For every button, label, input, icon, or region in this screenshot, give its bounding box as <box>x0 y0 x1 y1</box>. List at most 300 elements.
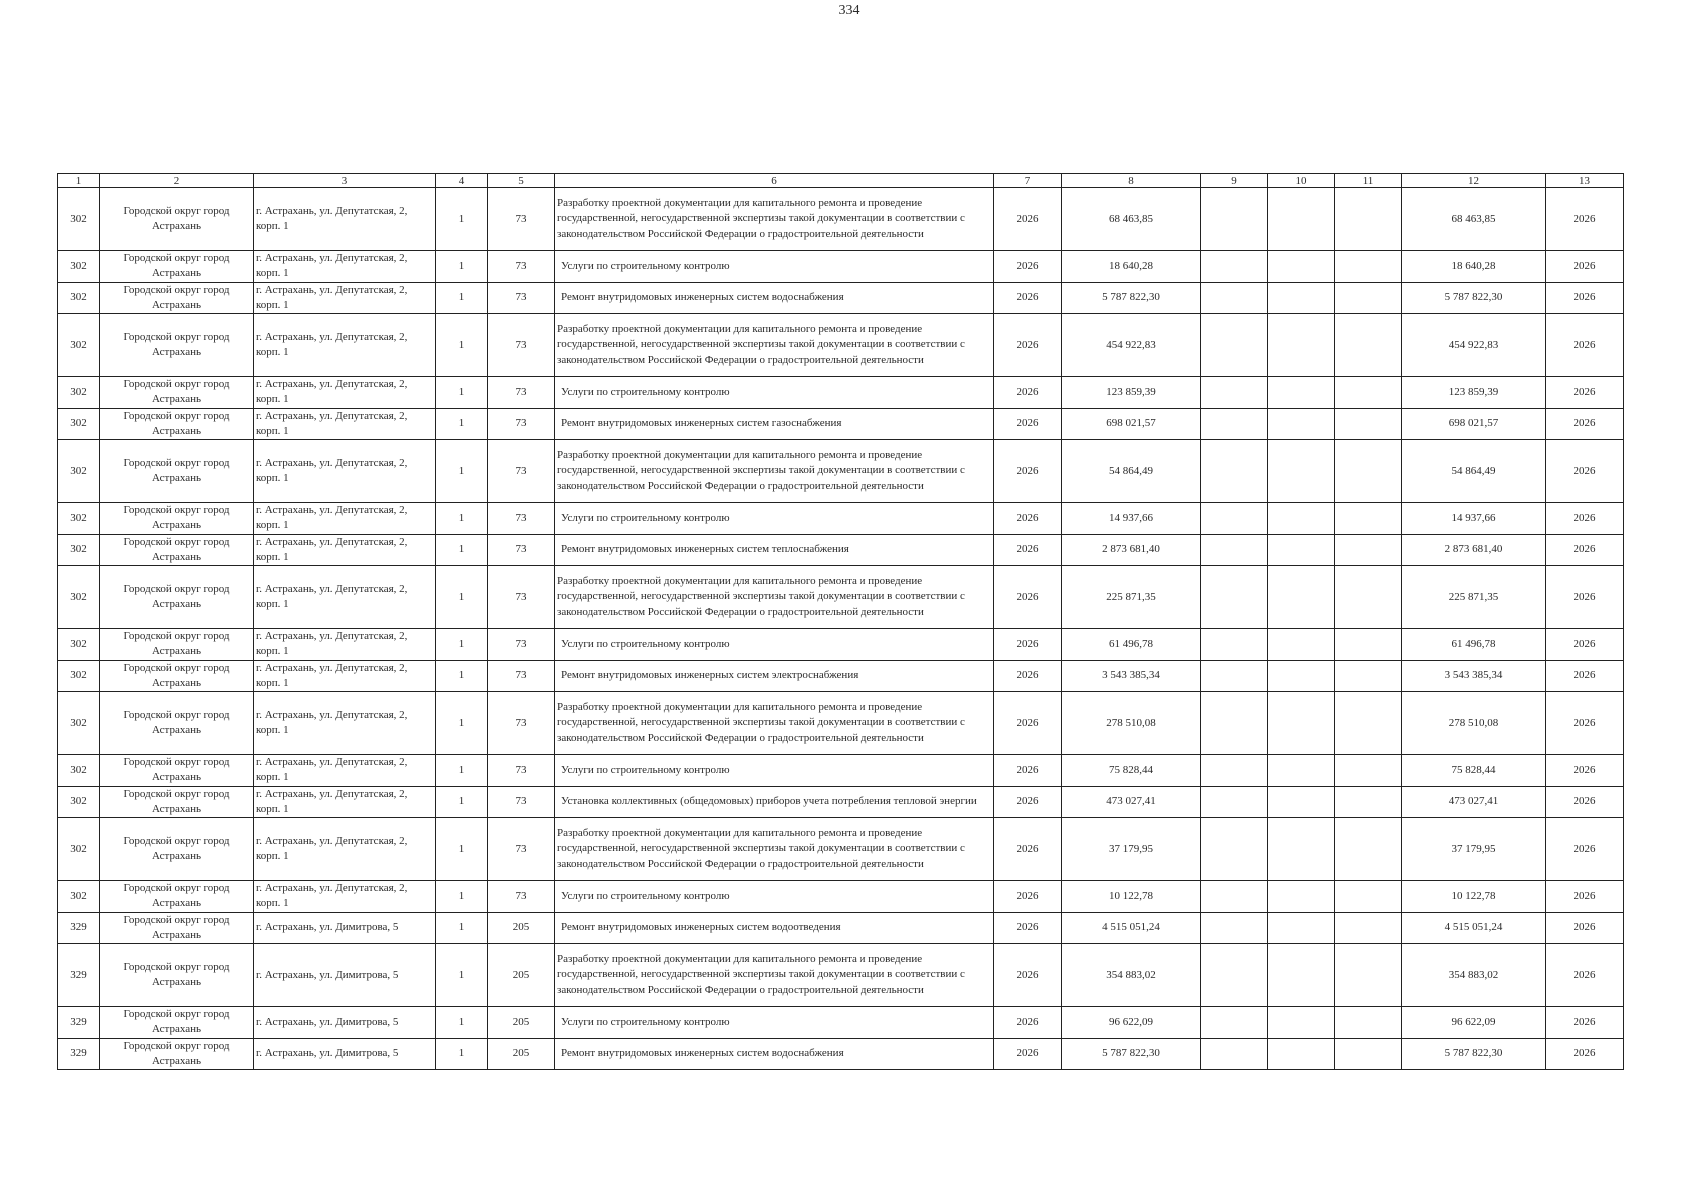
completion-year-cell: 2026 <box>1546 566 1624 629</box>
total-cost-cell: 5 787 822,30 <box>1062 282 1201 314</box>
address-cell: г. Астрахань, ул. Депутатская, 2, корп. 1 <box>254 408 436 440</box>
year-cell: 2026 <box>994 314 1062 377</box>
col9-cell <box>1201 660 1268 692</box>
col5-cell: 73 <box>488 408 555 440</box>
address-cell: г. Астрахань, ул. Депутатская, 2, корп. 1 <box>254 755 436 787</box>
year-cell: 2026 <box>994 818 1062 881</box>
column-number-header: 5 <box>488 174 555 188</box>
col11-cell <box>1335 755 1402 787</box>
completion-year-cell: 2026 <box>1546 503 1624 535</box>
fund-cost-cell: 54 864,49 <box>1402 440 1546 503</box>
total-cost-cell: 278 510,08 <box>1062 692 1201 755</box>
col11-cell <box>1335 629 1402 661</box>
house-number-cell: 302 <box>58 881 100 913</box>
fund-cost-cell: 37 179,95 <box>1402 818 1546 881</box>
fund-cost-cell: 10 122,78 <box>1402 881 1546 913</box>
col11-cell <box>1335 1007 1402 1039</box>
col10-cell <box>1268 503 1335 535</box>
municipality-cell: Городской округ город Астрахань <box>100 503 254 535</box>
col10-cell <box>1268 692 1335 755</box>
house-number-cell: 302 <box>58 503 100 535</box>
col10-cell <box>1268 314 1335 377</box>
completion-year-cell: 2026 <box>1546 188 1624 251</box>
col10-cell <box>1268 786 1335 818</box>
work-type-cell: Ремонт внутридомовых инженерных систем газоснабжения <box>555 408 994 440</box>
completion-year-cell: 2026 <box>1546 1038 1624 1070</box>
table-row <box>58 755 1624 787</box>
fund-cost-cell: 68 463,85 <box>1402 188 1546 251</box>
table-row <box>58 692 1624 755</box>
work-type-cell: Разработку проектной документации для капитального ремонта и проведение государственной, негосударственной экспертизы такой документации в соответствии с законодательством Российской Федерации о градостроительной деятельности <box>555 692 994 755</box>
work-type-cell: Ремонт внутридомовых инженерных систем теплоснабжения <box>555 534 994 566</box>
col10-cell <box>1268 912 1335 944</box>
municipality-cell: Городской округ город Астрахань <box>100 188 254 251</box>
work-type-cell: Услуги по строительному контролю <box>555 377 994 409</box>
address-cell: г. Астрахань, ул. Димитрова, 5 <box>254 944 436 1007</box>
fund-cost-cell: 18 640,28 <box>1402 251 1546 283</box>
completion-year-cell: 2026 <box>1546 534 1624 566</box>
fund-cost-cell: 354 883,02 <box>1402 944 1546 1007</box>
completion-year-cell: 2026 <box>1546 912 1624 944</box>
total-cost-cell: 454 922,83 <box>1062 314 1201 377</box>
house-number-cell: 302 <box>58 188 100 251</box>
address-cell: г. Астрахань, ул. Димитрова, 5 <box>254 912 436 944</box>
house-number-cell: 302 <box>58 818 100 881</box>
col5-cell: 205 <box>488 1038 555 1070</box>
house-number-cell: 302 <box>58 660 100 692</box>
year-cell: 2026 <box>994 786 1062 818</box>
municipality-cell: Городской округ город Астрахань <box>100 912 254 944</box>
municipality-cell: Городской округ город Астрахань <box>100 251 254 283</box>
total-cost-cell: 68 463,85 <box>1062 188 1201 251</box>
col10-cell <box>1268 881 1335 913</box>
col4-cell: 1 <box>436 566 488 629</box>
year-cell: 2026 <box>994 440 1062 503</box>
completion-year-cell: 2026 <box>1546 944 1624 1007</box>
completion-year-cell: 2026 <box>1546 660 1624 692</box>
col5-cell: 73 <box>488 534 555 566</box>
col4-cell: 1 <box>436 188 488 251</box>
total-cost-cell: 54 864,49 <box>1062 440 1201 503</box>
col9-cell <box>1201 314 1268 377</box>
work-type-cell: Разработку проектной документации для капитального ремонта и проведение государственной, негосударственной экспертизы такой документации в соответствии с законодательством Российской Федерации о градостроительной деятельности <box>555 314 994 377</box>
work-type-cell: Услуги по строительному контролю <box>555 629 994 661</box>
completion-year-cell: 2026 <box>1546 692 1624 755</box>
municipality-cell: Городской округ город Астрахань <box>100 755 254 787</box>
col9-cell <box>1201 944 1268 1007</box>
col10-cell <box>1268 566 1335 629</box>
col5-cell: 73 <box>488 660 555 692</box>
year-cell: 2026 <box>994 692 1062 755</box>
col4-cell: 1 <box>436 818 488 881</box>
fund-cost-cell: 96 622,09 <box>1402 1007 1546 1039</box>
table-row <box>58 818 1624 881</box>
address-cell: г. Астрахань, ул. Депутатская, 2, корп. 1 <box>254 314 436 377</box>
completion-year-cell: 2026 <box>1546 1007 1624 1039</box>
year-cell: 2026 <box>994 755 1062 787</box>
col5-cell: 73 <box>488 818 555 881</box>
col9-cell <box>1201 912 1268 944</box>
col9-cell <box>1201 1038 1268 1070</box>
col9-cell <box>1201 818 1268 881</box>
col11-cell <box>1335 1038 1402 1070</box>
table-row <box>58 1038 1624 1070</box>
work-type-cell: Установка коллективных (общедомовых) приборов учета потребления тепловой энергии <box>555 786 994 818</box>
col10-cell <box>1268 377 1335 409</box>
table-row <box>58 944 1624 1007</box>
year-cell: 2026 <box>994 251 1062 283</box>
total-cost-cell: 37 179,95 <box>1062 818 1201 881</box>
col10-cell <box>1268 818 1335 881</box>
table-row <box>58 881 1624 913</box>
total-cost-cell: 354 883,02 <box>1062 944 1201 1007</box>
year-cell: 2026 <box>994 188 1062 251</box>
total-cost-cell: 225 871,35 <box>1062 566 1201 629</box>
completion-year-cell: 2026 <box>1546 629 1624 661</box>
column-number-header: 4 <box>436 174 488 188</box>
completion-year-cell: 2026 <box>1546 440 1624 503</box>
completion-year-cell: 2026 <box>1546 377 1624 409</box>
col11-cell <box>1335 660 1402 692</box>
year-cell: 2026 <box>994 408 1062 440</box>
total-cost-cell: 14 937,66 <box>1062 503 1201 535</box>
col4-cell: 1 <box>436 1007 488 1039</box>
house-number-cell: 302 <box>58 251 100 283</box>
column-number-header: 2 <box>100 174 254 188</box>
fund-cost-cell: 3 543 385,34 <box>1402 660 1546 692</box>
col4-cell: 1 <box>436 314 488 377</box>
col4-cell: 1 <box>436 408 488 440</box>
column-number-header: 8 <box>1062 174 1201 188</box>
house-number-cell: 329 <box>58 1038 100 1070</box>
house-number-cell: 302 <box>58 282 100 314</box>
col5-cell: 73 <box>488 251 555 283</box>
col4-cell: 1 <box>436 440 488 503</box>
fund-cost-cell: 698 021,57 <box>1402 408 1546 440</box>
col4-cell: 1 <box>436 282 488 314</box>
col10-cell <box>1268 629 1335 661</box>
col11-cell <box>1335 282 1402 314</box>
house-number-cell: 302 <box>58 692 100 755</box>
work-type-cell: Разработку проектной документации для капитального ремонта и проведение государственной, негосударственной экспертизы такой документации в соответствии с законодательством Российской Федерации о градостроительной деятельности <box>555 818 994 881</box>
fund-cost-cell: 123 859,39 <box>1402 377 1546 409</box>
completion-year-cell: 2026 <box>1546 408 1624 440</box>
address-cell: г. Астрахань, ул. Депутатская, 2, корп. 1 <box>254 786 436 818</box>
col9-cell <box>1201 188 1268 251</box>
work-type-cell: Ремонт внутридомовых инженерных систем водоотведения <box>555 912 994 944</box>
total-cost-cell: 75 828,44 <box>1062 755 1201 787</box>
municipality-cell: Городской округ город Астрахань <box>100 818 254 881</box>
completion-year-cell: 2026 <box>1546 314 1624 377</box>
col5-cell: 73 <box>488 692 555 755</box>
house-number-cell: 302 <box>58 786 100 818</box>
municipality-cell: Городской округ город Астрахань <box>100 1038 254 1070</box>
column-number-header: 1 <box>58 174 100 188</box>
house-number-cell: 302 <box>58 755 100 787</box>
table-row <box>58 251 1624 283</box>
fund-cost-cell: 225 871,35 <box>1402 566 1546 629</box>
col11-cell <box>1335 534 1402 566</box>
municipality-cell: Городской округ город Астрахань <box>100 692 254 755</box>
col11-cell <box>1335 251 1402 283</box>
col10-cell <box>1268 1007 1335 1039</box>
fund-cost-cell: 5 787 822,30 <box>1402 1038 1546 1070</box>
col9-cell <box>1201 534 1268 566</box>
work-type-cell: Услуги по строительному контролю <box>555 503 994 535</box>
total-cost-cell: 61 496,78 <box>1062 629 1201 661</box>
column-number-header: 7 <box>994 174 1062 188</box>
total-cost-cell: 2 873 681,40 <box>1062 534 1201 566</box>
house-number-cell: 302 <box>58 566 100 629</box>
column-number-header: 10 <box>1268 174 1335 188</box>
table-row <box>58 660 1624 692</box>
year-cell: 2026 <box>994 566 1062 629</box>
column-number-header: 9 <box>1201 174 1268 188</box>
table-row <box>58 314 1624 377</box>
work-type-cell: Разработку проектной документации для капитального ремонта и проведение государственной, негосударственной экспертизы такой документации в соответствии с законодательством Российской Федерации о градостроительной деятельности <box>555 944 994 1007</box>
table-row <box>58 440 1624 503</box>
col10-cell <box>1268 282 1335 314</box>
year-cell: 2026 <box>994 534 1062 566</box>
col11-cell <box>1335 314 1402 377</box>
address-cell: г. Астрахань, ул. Депутатская, 2, корп. 1 <box>254 251 436 283</box>
table-row <box>58 1007 1624 1039</box>
col4-cell: 1 <box>436 534 488 566</box>
col11-cell <box>1335 786 1402 818</box>
address-cell: г. Астрахань, ул. Депутатская, 2, корп. 1 <box>254 534 436 566</box>
col9-cell <box>1201 881 1268 913</box>
work-type-cell: Разработку проектной документации для капитального ремонта и проведение государственной, негосударственной экспертизы такой документации в соответствии с законодательством Российской Федерации о градостроительной деятельности <box>555 566 994 629</box>
total-cost-cell: 4 515 051,24 <box>1062 912 1201 944</box>
completion-year-cell: 2026 <box>1546 786 1624 818</box>
col9-cell <box>1201 377 1268 409</box>
year-cell: 2026 <box>994 912 1062 944</box>
col11-cell <box>1335 944 1402 1007</box>
col4-cell: 1 <box>436 1038 488 1070</box>
municipality-cell: Городской округ город Астрахань <box>100 440 254 503</box>
col10-cell <box>1268 534 1335 566</box>
col5-cell: 73 <box>488 440 555 503</box>
col10-cell <box>1268 408 1335 440</box>
col9-cell <box>1201 251 1268 283</box>
col4-cell: 1 <box>436 692 488 755</box>
table-row <box>58 408 1624 440</box>
table-row <box>58 566 1624 629</box>
municipality-cell: Городской округ город Астрахань <box>100 786 254 818</box>
col9-cell <box>1201 408 1268 440</box>
work-type-cell: Услуги по строительному контролю <box>555 251 994 283</box>
col4-cell: 1 <box>436 377 488 409</box>
col4-cell: 1 <box>436 786 488 818</box>
col11-cell <box>1335 912 1402 944</box>
municipality-cell: Городской округ город Астрахань <box>100 534 254 566</box>
year-cell: 2026 <box>994 503 1062 535</box>
municipality-cell: Городской округ город Астрахань <box>100 314 254 377</box>
work-type-cell: Услуги по строительному контролю <box>555 1007 994 1039</box>
col11-cell <box>1335 818 1402 881</box>
fund-cost-cell: 454 922,83 <box>1402 314 1546 377</box>
year-cell: 2026 <box>994 1007 1062 1039</box>
total-cost-cell: 18 640,28 <box>1062 251 1201 283</box>
year-cell: 2026 <box>994 944 1062 1007</box>
table-row <box>58 534 1624 566</box>
municipality-cell: Городской округ город Астрахань <box>100 282 254 314</box>
col5-cell: 73 <box>488 881 555 913</box>
year-cell: 2026 <box>994 629 1062 661</box>
col5-cell: 205 <box>488 1007 555 1039</box>
completion-year-cell: 2026 <box>1546 755 1624 787</box>
address-cell: г. Астрахань, ул. Димитрова, 5 <box>254 1038 436 1070</box>
col9-cell <box>1201 503 1268 535</box>
address-cell: г. Астрахань, ул. Депутатская, 2, корп. 1 <box>254 566 436 629</box>
fund-cost-cell: 75 828,44 <box>1402 755 1546 787</box>
house-number-cell: 302 <box>58 377 100 409</box>
col4-cell: 1 <box>436 881 488 913</box>
page-number: 334 <box>838 3 860 18</box>
fund-cost-cell: 278 510,08 <box>1402 692 1546 755</box>
house-number-cell: 302 <box>58 534 100 566</box>
column-number-header: 6 <box>555 174 994 188</box>
col5-cell: 73 <box>488 786 555 818</box>
total-cost-cell: 96 622,09 <box>1062 1007 1201 1039</box>
col9-cell <box>1201 1007 1268 1039</box>
total-cost-cell: 5 787 822,30 <box>1062 1038 1201 1070</box>
year-cell: 2026 <box>994 660 1062 692</box>
address-cell: г. Астрахань, ул. Депутатская, 2, корп. 1 <box>254 440 436 503</box>
work-type-cell: Разработку проектной документации для капитального ремонта и проведение государственной, негосударственной экспертизы такой документации в соответствии с законодательством Российской Федерации о градостроительной деятельности <box>555 188 994 251</box>
year-cell: 2026 <box>994 1038 1062 1070</box>
address-cell: г. Астрахань, ул. Димитрова, 5 <box>254 1007 436 1039</box>
address-cell: г. Астрахань, ул. Депутатская, 2, корп. 1 <box>254 377 436 409</box>
table-row <box>58 503 1624 535</box>
completion-year-cell: 2026 <box>1546 881 1624 913</box>
col11-cell <box>1335 188 1402 251</box>
repair-schedule-table <box>57 173 1624 1070</box>
year-cell: 2026 <box>994 282 1062 314</box>
municipality-cell: Городской округ город Астрахань <box>100 1007 254 1039</box>
house-number-cell: 329 <box>58 944 100 1007</box>
col4-cell: 1 <box>436 251 488 283</box>
table-row <box>58 377 1624 409</box>
fund-cost-cell: 61 496,78 <box>1402 629 1546 661</box>
address-cell: г. Астрахань, ул. Депутатская, 2, корп. 1 <box>254 282 436 314</box>
address-cell: г. Астрахань, ул. Депутатская, 2, корп. 1 <box>254 692 436 755</box>
col11-cell <box>1335 503 1402 535</box>
address-cell: г. Астрахань, ул. Депутатская, 2, корп. 1 <box>254 818 436 881</box>
col9-cell <box>1201 440 1268 503</box>
municipality-cell: Городской округ город Астрахань <box>100 629 254 661</box>
municipality-cell: Городской округ город Астрахань <box>100 660 254 692</box>
col11-cell <box>1335 881 1402 913</box>
address-cell: г. Астрахань, ул. Депутатская, 2, корп. 1 <box>254 629 436 661</box>
fund-cost-cell: 2 873 681,40 <box>1402 534 1546 566</box>
total-cost-cell: 473 027,41 <box>1062 786 1201 818</box>
col5-cell: 73 <box>488 503 555 535</box>
table-row <box>58 912 1624 944</box>
total-cost-cell: 698 021,57 <box>1062 408 1201 440</box>
col5-cell: 73 <box>488 377 555 409</box>
work-type-cell: Ремонт внутридомовых инженерных систем водоснабжения <box>555 282 994 314</box>
col9-cell <box>1201 282 1268 314</box>
col9-cell <box>1201 629 1268 661</box>
total-cost-cell: 123 859,39 <box>1062 377 1201 409</box>
col11-cell <box>1335 377 1402 409</box>
col10-cell <box>1268 440 1335 503</box>
col5-cell: 73 <box>488 282 555 314</box>
house-number-cell: 329 <box>58 912 100 944</box>
fund-cost-cell: 473 027,41 <box>1402 786 1546 818</box>
col10-cell <box>1268 660 1335 692</box>
col10-cell <box>1268 188 1335 251</box>
col5-cell: 73 <box>488 755 555 787</box>
house-number-cell: 302 <box>58 314 100 377</box>
table-body <box>58 188 1624 1070</box>
col4-cell: 1 <box>436 660 488 692</box>
col9-cell <box>1201 755 1268 787</box>
col5-cell: 73 <box>488 629 555 661</box>
total-cost-cell: 10 122,78 <box>1062 881 1201 913</box>
col5-cell: 205 <box>488 912 555 944</box>
municipality-cell: Городской округ город Астрахань <box>100 408 254 440</box>
col10-cell <box>1268 1038 1335 1070</box>
year-cell: 2026 <box>994 377 1062 409</box>
municipality-cell: Городской округ город Астрахань <box>100 881 254 913</box>
column-number-header: 11 <box>1335 174 1402 188</box>
table-row <box>58 282 1624 314</box>
col4-cell: 1 <box>436 944 488 1007</box>
col5-cell: 73 <box>488 566 555 629</box>
completion-year-cell: 2026 <box>1546 282 1624 314</box>
table-row <box>58 629 1624 661</box>
col5-cell: 73 <box>488 314 555 377</box>
col10-cell <box>1268 944 1335 1007</box>
fund-cost-cell: 4 515 051,24 <box>1402 912 1546 944</box>
house-number-cell: 329 <box>58 1007 100 1039</box>
municipality-cell: Городской округ город Астрахань <box>100 944 254 1007</box>
municipality-cell: Городской округ город Астрахань <box>100 377 254 409</box>
address-cell: г. Астрахань, ул. Депутатская, 2, корп. 1 <box>254 503 436 535</box>
work-type-cell: Услуги по строительному контролю <box>555 755 994 787</box>
col4-cell: 1 <box>436 912 488 944</box>
municipality-cell: Городской округ город Астрахань <box>100 566 254 629</box>
house-number-cell: 302 <box>58 440 100 503</box>
column-number-header: 13 <box>1546 174 1624 188</box>
col9-cell <box>1201 786 1268 818</box>
completion-year-cell: 2026 <box>1546 251 1624 283</box>
col11-cell <box>1335 440 1402 503</box>
table-row <box>58 786 1624 818</box>
work-type-cell: Разработку проектной документации для капитального ремонта и проведение государственной, негосударственной экспертизы такой документации в соответствии с законодательством Российской Федерации о градостроительной деятельности <box>555 440 994 503</box>
fund-cost-cell: 5 787 822,30 <box>1402 282 1546 314</box>
year-cell: 2026 <box>994 881 1062 913</box>
col10-cell <box>1268 755 1335 787</box>
col11-cell <box>1335 408 1402 440</box>
address-cell: г. Астрахань, ул. Депутатская, 2, корп. 1 <box>254 881 436 913</box>
address-cell: г. Астрахань, ул. Депутатская, 2, корп. 1 <box>254 188 436 251</box>
house-number-cell: 302 <box>58 408 100 440</box>
house-number-cell: 302 <box>58 629 100 661</box>
table-row <box>58 188 1624 251</box>
col4-cell: 1 <box>436 503 488 535</box>
address-cell: г. Астрахань, ул. Депутатская, 2, корп. 1 <box>254 660 436 692</box>
col4-cell: 1 <box>436 755 488 787</box>
col9-cell <box>1201 692 1268 755</box>
col11-cell <box>1335 566 1402 629</box>
column-number-row <box>58 174 1624 188</box>
column-number-header: 3 <box>254 174 436 188</box>
column-number-header: 12 <box>1402 174 1546 188</box>
fund-cost-cell: 14 937,66 <box>1402 503 1546 535</box>
